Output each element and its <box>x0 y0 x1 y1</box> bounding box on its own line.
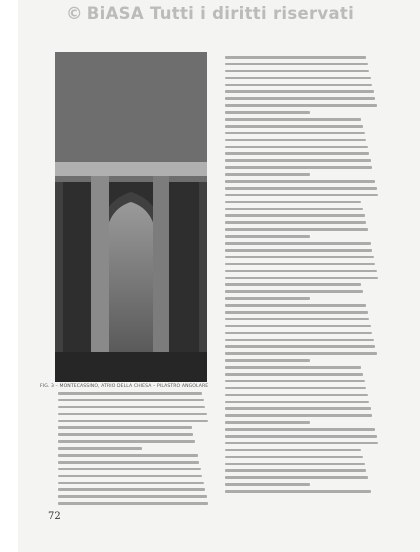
text-line-placeholder <box>225 380 365 383</box>
text-line-placeholder <box>225 373 363 376</box>
text-line-placeholder <box>225 235 310 238</box>
text-line-placeholder <box>58 488 205 491</box>
text-line-placeholder <box>58 502 208 505</box>
text-line-placeholder <box>225 146 368 149</box>
text-line-placeholder <box>58 468 201 471</box>
text-line-placeholder <box>225 297 310 300</box>
text-line-placeholder <box>225 70 369 73</box>
text-line-placeholder <box>225 194 378 197</box>
text-line-placeholder <box>225 263 375 266</box>
text-line-placeholder <box>225 283 361 286</box>
text-line-placeholder <box>225 483 310 486</box>
text-line-placeholder <box>225 97 375 100</box>
text-line-placeholder <box>225 180 375 183</box>
text-line-placeholder <box>225 414 372 417</box>
text-line-placeholder <box>225 173 310 176</box>
text-line-placeholder <box>225 139 366 142</box>
text-line-placeholder <box>225 56 366 59</box>
text-line-placeholder <box>225 201 361 204</box>
text-line-placeholder <box>225 118 361 121</box>
text-line-placeholder <box>225 476 368 479</box>
text-line-placeholder <box>225 318 369 321</box>
text-line-placeholder <box>225 125 363 128</box>
figure-caption: FIG. 3 – MONTECASSINO, ATRIO DELLA CHIESA – PILASTRO ANGOLARE <box>40 384 209 389</box>
page-number: 72 <box>48 511 61 522</box>
text-line-placeholder <box>225 339 374 342</box>
text-line-placeholder <box>225 166 372 169</box>
copyright-icon: © <box>65 4 83 23</box>
text-line-placeholder <box>225 221 366 224</box>
text-line-placeholder <box>225 152 369 155</box>
text-line-placeholder <box>225 90 374 93</box>
text-line-placeholder <box>225 407 371 410</box>
text-line-placeholder <box>225 401 369 404</box>
text-line-placeholder <box>58 454 198 457</box>
text-line-placeholder <box>225 428 375 431</box>
text-line-placeholder <box>58 475 202 478</box>
text-line-placeholder <box>225 277 378 280</box>
text-placeholder-bars <box>225 56 380 493</box>
text-line-placeholder <box>225 435 377 438</box>
text-line-placeholder <box>225 228 368 231</box>
text-line-placeholder <box>225 387 366 390</box>
text-line-placeholder <box>225 187 377 190</box>
text-line-placeholder <box>58 413 207 416</box>
text-line-placeholder <box>225 449 361 452</box>
text-line-placeholder <box>225 311 368 314</box>
text-line-placeholder <box>225 456 363 459</box>
text-line-placeholder <box>225 104 377 107</box>
text-line-placeholder <box>58 406 205 409</box>
text-line-placeholder <box>225 159 371 162</box>
body-text-bottom-left <box>58 392 210 512</box>
text-line-placeholder <box>225 490 371 493</box>
text-line-placeholder <box>225 84 372 87</box>
text-line-placeholder <box>58 420 208 423</box>
text-line-placeholder <box>225 242 371 245</box>
text-line-placeholder <box>225 111 310 114</box>
text-line-placeholder <box>225 463 365 466</box>
text-line-placeholder <box>225 249 372 252</box>
text-line-placeholder <box>58 440 195 443</box>
text-line-placeholder <box>225 63 368 66</box>
watermark-text: BiASA Tutti i diritti riservati <box>86 4 355 23</box>
watermark <box>0 4 420 23</box>
text-line-placeholder <box>225 332 372 335</box>
text-line-placeholder <box>58 392 202 395</box>
text-line-placeholder <box>225 352 377 355</box>
text-line-placeholder <box>225 325 371 328</box>
text-line-placeholder <box>225 304 366 307</box>
text-line-placeholder <box>58 447 142 450</box>
text-line-placeholder <box>58 399 204 402</box>
text-line-placeholder <box>225 421 310 424</box>
loggia-photo-image <box>55 52 207 382</box>
text-placeholder-bars <box>58 392 210 505</box>
text-line-placeholder <box>225 214 365 217</box>
text-line-placeholder <box>225 345 375 348</box>
text-line-placeholder <box>225 442 378 445</box>
text-line-placeholder <box>225 359 310 362</box>
text-line-placeholder <box>58 495 207 498</box>
text-line-placeholder <box>58 461 199 464</box>
text-line-placeholder <box>225 132 365 135</box>
text-line-placeholder <box>58 426 192 429</box>
text-line-placeholder <box>225 208 363 211</box>
text-line-placeholder <box>58 482 204 485</box>
text-line-placeholder <box>225 469 366 472</box>
text-line-placeholder <box>225 394 368 397</box>
text-line-placeholder <box>58 433 193 436</box>
text-line-placeholder <box>225 270 377 273</box>
text-line-placeholder <box>225 366 361 369</box>
text-line-placeholder <box>225 290 363 293</box>
figure-photo <box>55 52 207 382</box>
body-text-right-column <box>225 56 380 501</box>
text-line-placeholder <box>225 256 374 259</box>
text-line-placeholder <box>225 77 371 80</box>
